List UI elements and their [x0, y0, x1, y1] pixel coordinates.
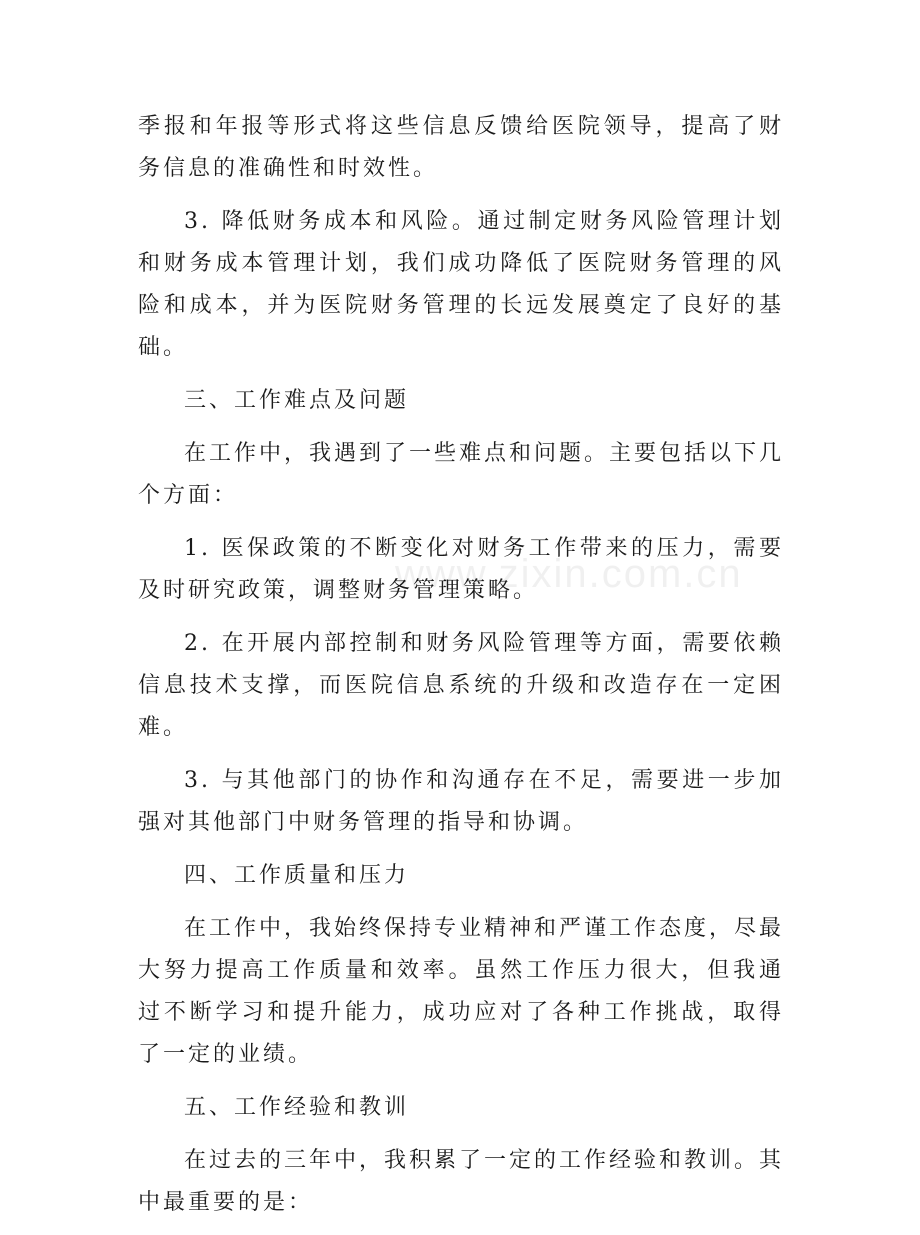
list-item-medical-insurance-policy: 1. 医保政策的不断变化对财务工作带来的压力，需要及时研究政策，调整财务管理策略。	[138, 536, 784, 603]
paragraph-quality-pressure: 在工作中，我始终保持专业精神和严谨工作态度，尽最大努力提高工作质量和效率。虽然工作压力很大，但我通过不断学习和提升能力，成功应对了各种工作挑战，取得了一定的业绩。	[138, 916, 785, 1067]
list-item-reduce-cost-risk: 3. 降低财务成本和风险。通过制定财务风险管理计划和财务成本管理计划，我们成功降低了医院财务管理的风险和成本，并为医院财务管理的长远发展奠定了良好的基础。	[138, 209, 784, 360]
list-item-department-coordination: 3. 与其他部门的协作和沟通存在不足，需要进一步加强对其他部门中财务管理的指导和协调。	[138, 768, 784, 835]
section-heading-quality-pressure: 四、工作质量和压力	[184, 863, 410, 888]
document-body	[138, 106, 784, 1235]
paragraph-difficulties-intro: 在工作中，我遇到了一些难点和问题。主要包括以下几个方面：	[138, 441, 785, 508]
section-heading-difficulties: 三、工作难点及问题	[184, 388, 410, 413]
list-item-information-technology: 2. 在开展内部控制和财务风险管理等方面，需要依赖信息技术支撑，而医院信息系统的升级和改造存在一定困难。	[138, 631, 784, 740]
paragraph-experience-lessons: 在过去的三年中，我积累了一定的工作经验和教训。其中最重要的是：	[138, 1148, 785, 1215]
paragraph-continuation: 季报和年报等形式将这些信息反馈给医院领导，提高了财务信息的准确性和时效性。	[138, 114, 784, 181]
section-heading-experience-lessons: 五、工作经验和教训	[184, 1095, 410, 1120]
watermark-text: www.zixin.com.cn	[395, 552, 743, 596]
